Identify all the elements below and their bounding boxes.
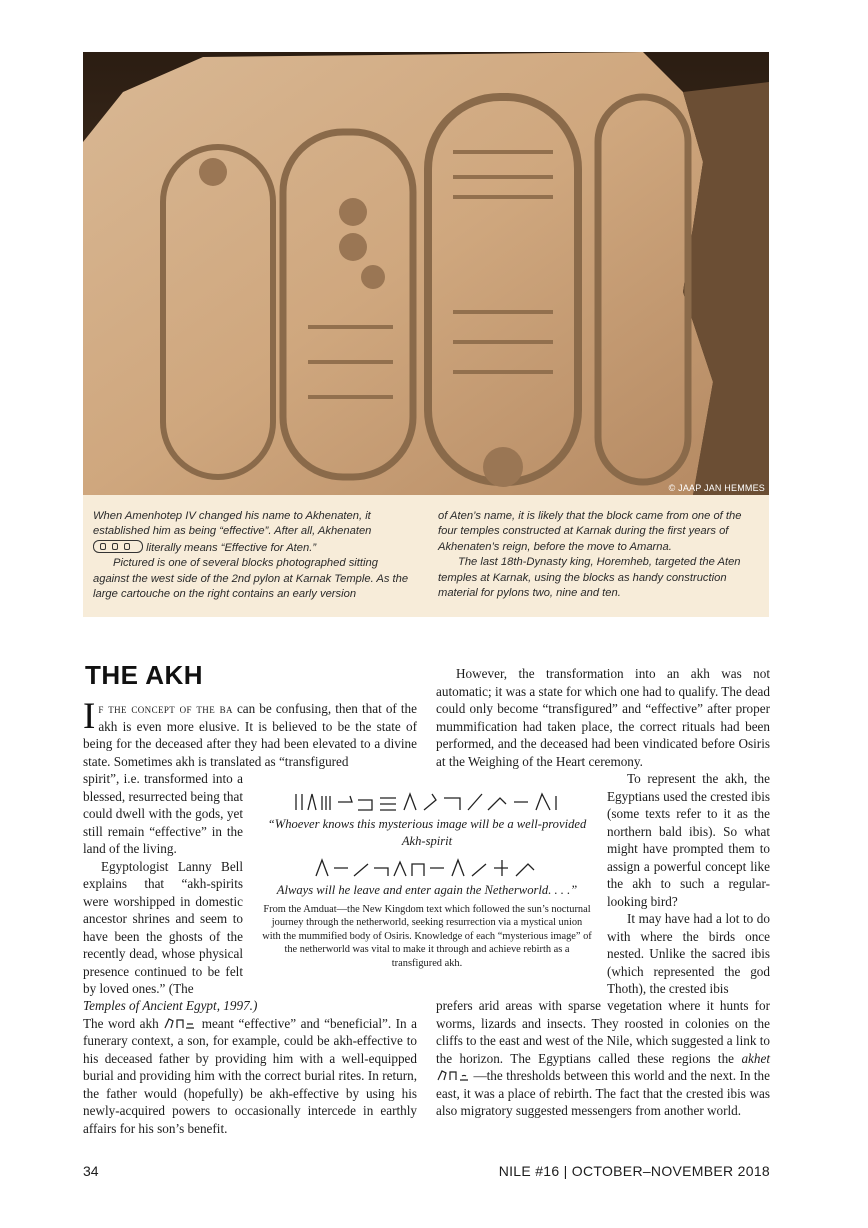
page-number: 34 <box>83 1163 99 1179</box>
caption-paragraph: of Aten’s name, it is likely that the block came from one of the four temples constructed at Karnak during the first years of Akhenaten’s reign, before the move to Amarna. <box>438 510 742 553</box>
article-paragraph: Temples of Ancient Egypt, 1997.) The word akh meant “effective” and “beneficial”. In a funerary context, a son, for example, could be akh-effective to his deceased father by providing him with a well-equipped burial and providing him with the correct burial rites. In return, the father would (hopefully) be akh-effective by using his newly-acquired powers to occasionally intercede in earthly affairs for his son’s benefit. <box>83 998 418 1136</box>
photo-credit: © JAAP JAN HEMMES <box>668 483 765 493</box>
akhenaten-cartouche-icon <box>93 540 143 553</box>
article-paragraph: If the concept of the ba can be confusing, then that of the akh is even more elusive. It is believed to be the state of being for the deceased after they had been elevated to a divine state. Sometimes akh is translated as “transfigured <box>83 696 417 769</box>
article-narrow-column: To represent the akh, the Egyptians used the crested ibis (some texts refer to it as the northern bald ibis). So what might have prompted them to assign a powerful concept like the akh to such a regular-looking bird? It may have had a lot to do with where the birds once nested. Unlike the sacred ibis (which represented the god Thoth), the crested ibis <box>607 771 770 996</box>
caption-paragraph: When Amenhotep IV changed his name to Akhenaten, it established him as being “effective”. After all, Akhenaten literally means “Effective for Aten.” <box>93 510 372 554</box>
article-narrow-column: spirit”, i.e. transformed into a blessed, resurrected being that could dwell with the gods, yet still remain “effective” in the land of the living. Egyptologist Lanny Bell explains that “akh-spirits were worshipped in domestic ancestor shrines and seem to have been the ghosts of the recently dead, whose physical presence continued to be felt by loved ones.” (The <box>83 771 243 996</box>
stone-block-image <box>83 52 769 495</box>
quote-source-note: From the Amduat—the New Kingdom text which followed the sun’s nocturnal journey through the netherworld, seeking resurrection via a mystical union with the mummified body of Osiris. Knowledge of each “mysterious image” of the netherworld was vital to make it through and achieve rebirth as a transfigured akh. <box>262 904 592 969</box>
caption-left-column <box>93 509 414 609</box>
caption-paragraph: The last 18th-Dynasty king, Horemheb, targeted the Aten temples at Karnak, using the blocks as handy construction material for pylons two, nine and ten. <box>438 556 741 600</box>
article-heading: THE AKH <box>85 660 204 690</box>
hieroglyph-line-icon <box>312 856 542 878</box>
akhet-hieroglyph-icon <box>436 1068 470 1082</box>
caption-right-column <box>438 509 759 609</box>
lead-in: f the concept of the ba <box>98 701 233 716</box>
hieroglyph-row-2 <box>262 856 592 878</box>
akh-hieroglyph-icon <box>163 1016 197 1030</box>
hieroglyph-line-icon <box>292 790 562 812</box>
feature-photo <box>83 52 769 495</box>
hieroglyph-row-1 <box>262 790 592 812</box>
amduat-quote <box>262 790 592 970</box>
quote-line-2: Always will he leave and enter again the Netherworld. . . .” <box>276 883 578 897</box>
magazine-issue: NILE #16 | OCTOBER–NOVEMBER 2018 <box>498 1163 770 1179</box>
photo-caption <box>83 495 769 617</box>
drop-cap: I <box>83 696 96 737</box>
article-paragraph: However, the transformation into an akh was not automatic; it was a state for which one had to qualify. The dead could only become “transfigured” and “effective” after proper mummification had taken place, the correct rituals had been performed, and the deceased had been vindicated before Osiris at the Weighing of the Heart ceremony. <box>436 666 770 769</box>
caption-paragraph: Pictured is one of several blocks photographed sitting against the west side of the 2nd pylon at Karnak Temple. As the large cartouche on the right contains an early version <box>93 557 409 601</box>
quote-line-1: “Whoever knows this mysterious image will be a well-provided Akh-spirit <box>267 817 587 848</box>
article-paragraph: prefers arid areas with sparse vegetation where it hunts for worms, lizards and insects. They roosted in colonies on the cliffs to the east and west of the Nile, which suggested a link to the horizon. The Egyptians called these regions the akhet —the thresholds between this world and the next. In the east, it was a place of rebirth. The fact that the crested ibis was also migratory suggested messengers from another world. <box>436 998 771 1118</box>
